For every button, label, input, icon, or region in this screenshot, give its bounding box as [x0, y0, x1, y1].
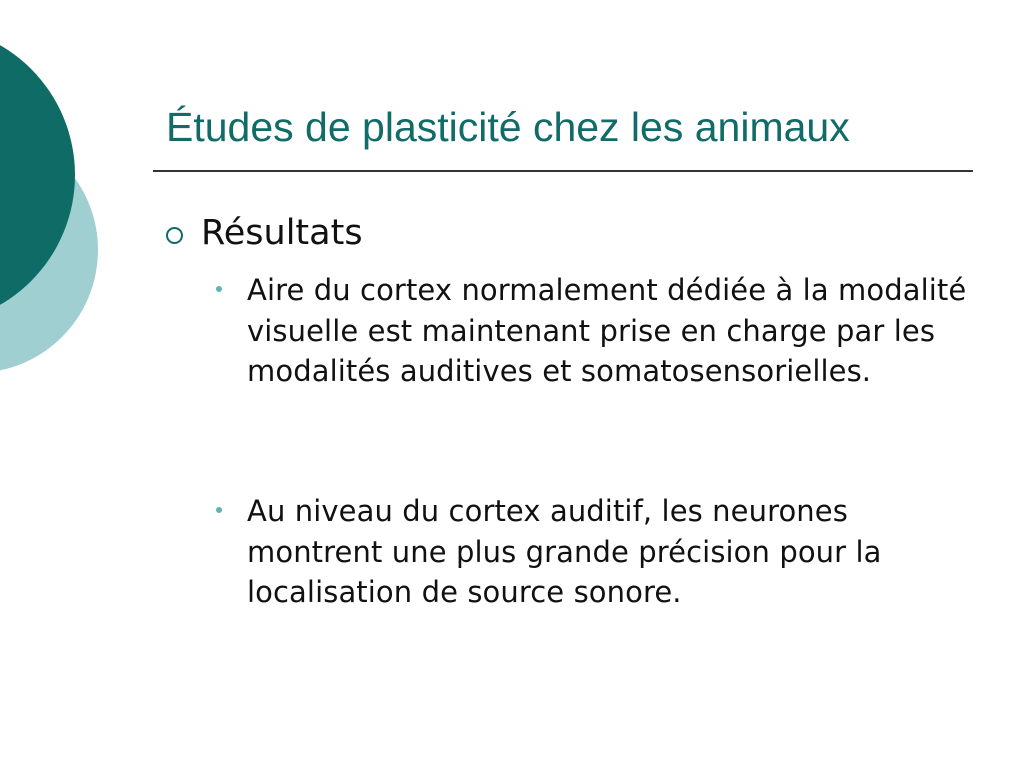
list-item — [216, 270, 976, 392]
slide-title: Études de plasticité chez les animaux — [166, 104, 850, 150]
list-item-text: Aire du cortex normalement dédiée à la modalité visuelle est maintenant prise en charge par les modalités auditives et somatosensorielles. — [247, 273, 967, 388]
dot-bullet-icon — [216, 507, 222, 513]
decorative-circles — [0, 0, 110, 410]
hollow-circle-bullet-icon — [166, 227, 183, 244]
dot-bullet-icon — [216, 286, 222, 292]
title-divider — [153, 170, 973, 172]
list-item — [216, 491, 976, 613]
section-heading — [166, 212, 363, 256]
list-item-text: Au niveau du cortex auditif, les neurones montrent une plus grande précision pour la localisation de source sonore. — [247, 494, 882, 609]
section-heading-text: Résultats — [201, 213, 363, 253]
